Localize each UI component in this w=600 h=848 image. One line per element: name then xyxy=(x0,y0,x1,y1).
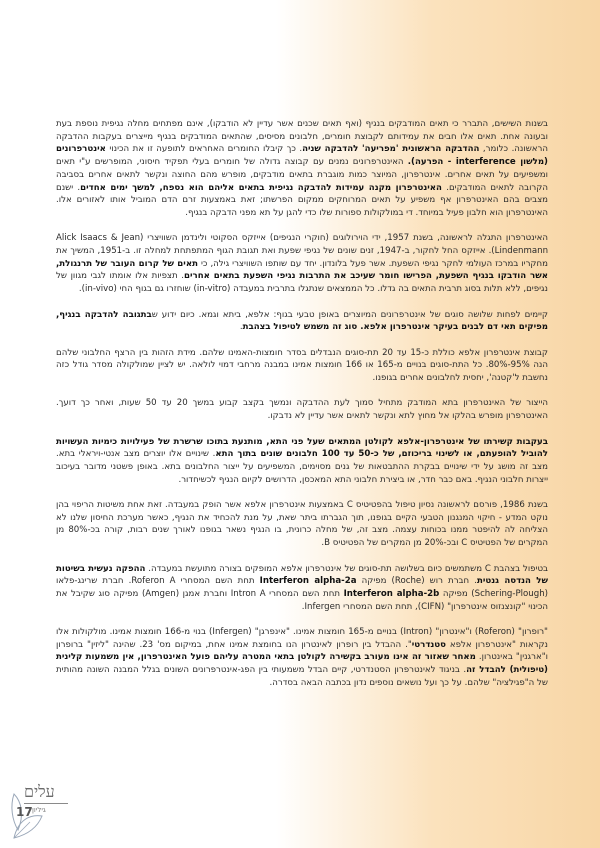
article-paragraph xyxy=(56,397,548,422)
body-text: "רופרון" (Roferon) ו"אינטרון" (Intron) בנויים מ-165 חומצות אמינו. "אינפרגן" (Infergen) בנוי מ-166 חומצות אמינו. מולקולות אלו נקראות "אינטרפרון אלפא xyxy=(56,627,548,650)
emphasis-text: ההפקה נעשית בשיטות של הנדסה גנטית xyxy=(56,563,548,587)
emphasis-text: בתגובה להדבקה בנגיף, מפיקים תאי דם לבנים בעיקר אינטרפרון אלפא. סוג זה משמש לטיפול בצהבת xyxy=(56,309,548,333)
article-paragraph xyxy=(56,309,548,334)
body-text: . בניגוד לאינטרפרון הסטנדרטי, קיים הבדל משמעותי בין הפג-אינטרפרונים השונים בגלל המבנה השונה מהותית של ה"פגילציה" שלהם. על כך ועל נושאים נוספים נדון בכתבה הבאה בסדרה. xyxy=(56,665,548,688)
article-paragraph xyxy=(56,347,548,385)
emphasis-text: Interferon alpha-2a xyxy=(259,576,357,587)
emphasis-text: ההדבקה הראשונית 'מפריעה' להדבקה שניה xyxy=(302,144,480,155)
body-text: . ישנם מצבים בהם האינטרפרון אף משפיע על תאים המרוחקים ממקום הפרשתו; זאת באמצעות זרם הדם המוביל אותו לאזורים אלו. האינטרפרון הוא חלבון פעיל במיוחד. די במולקולות ספורות שלו כדי להגן על תא מפני הדבקה בנגיף. xyxy=(56,182,548,218)
article-paragraph xyxy=(56,436,548,487)
body-text: בשנת 1986, פורסם לראשונה נסיון טיפול בהפטיטיס C באמצעות אינטרפרון אלפא אשר הופק במעבדה. זאת אחת משיטות הריפוי בהן נוקט המדע - חיקוי המנגנון הטבעי הקיים בגופנו, תוך הגברתו ביתר שאת, על מנת להכחיד את הנגיף, כאשר מערכת החיסון שלנו לא הצליחה לה להיפטר ממנו בכוחות עצמה. מצב זה, של מחלה כרונית, בו הנגיף נשאר בגופנו לאורך שנים רבות, קורה בכ-80% מן המקרים של הפטיטיס C ובכ-20% מן המקרים של הפטיטיס B. xyxy=(56,500,548,549)
emphasis-text: תאים של קרום העובר של תרנגולת, אשר הודבקו בנגיף השפעת, הפרישו חומר שעיכב את התרבות נגיפי השפעת בתאים אחרים xyxy=(56,258,548,282)
body-text: . תצפיות אלו אומתו לגבי מגוון של נגיפים, ללא תלות בסוג תרבית התאים בה גדלו. כל הממצאים שנתגלו בתרבית במעבדה (in-vitro) שוחזרו גם בגוף החי (in-vivo). xyxy=(56,271,548,295)
page-number: 17 xyxy=(16,805,33,819)
emphasis-text: מאחר שאזור זה אינו מעורב בקשירה לקולטן בתאי המטרה עליהם פועל האינטרפרון, אין משמעות קלינית (טיפולית) להבדל זה xyxy=(56,652,548,676)
emphasis-text: האינטרפרון מקנה עמידות להדבקה נגיפית בתאים אליהם הוא נספח, למשך ימים אחדים xyxy=(80,182,442,193)
body-text: בטיפול בצהבת C משתמשים כיום בשלושה תת-סוגים של אינטרפרון אלפא המופקים בצורה מתועשת במעבדה. xyxy=(145,563,548,574)
body-text: הייצור של האינטרפרון בתא המודבק מתחיל סמוך לעת ההדבקה ונמשך בקצב קבוע במשך 20 עד 50 שעות, ואחר כך דועך. האינטרפרון מופרש בהלקו אל מחוץ לתא ונקשר לתאים אשר עדיין לא נדבקו. xyxy=(56,398,548,422)
body-text: ". ההבדל בין רופרון לאינטרון הנו בחומצת אמינו אחת, במיקום מס' 23. שהינה "ליזין" ברופרון ו"ארגנין" באינטרון. xyxy=(56,639,548,663)
brand-title: עלים xyxy=(24,782,55,801)
article-paragraph xyxy=(56,499,548,550)
emphasis-text: בעקבות קשירתו של אינטרפרון-אלפא לקולטן המתאים שעל פני התא, מותנעת בתוכו שרשרת של פעילויות כימיות העשויות להוביל להופעתם, או לשינוי בריכוזם, של כ-50 עד 100 חלבונים שונים בתוך התא xyxy=(56,436,548,460)
body-text: בשנות השישים, התברר כי תאים המודבקים בנגיף (ואף תאים שכנים אשר עדיין לא הודבקו), אינם מפתחים מחלה נגיפית נוספת בעת ובעונה אחת. תאים אלו חבים את עמידותם לקבוצת חומרים, חלבונים מסיסים, שהתאים המודבקים בנגיף מייצרים בעקבות ההדבקה הראשונה. כלומר, xyxy=(56,119,548,155)
body-text: תחת השם המסחרי Intron A וחברת אמגן (Amgen) מפיקה סוג שקיבל את הכינוי "קונצנזוס אינטרפרון" (CIFN), תחת השם המסחרי Infergen. xyxy=(56,588,548,612)
body-text: האינטרפרון התגלה לראשונה, בשנת 1957, ידי הוירולוגים (חוקרי הנגיפים) אייזקס הסקוטי ולינדמן השוויצרי (Alick Isaacs & Jean Lindenmann). אייזקס החל לחקור, ב-1947, זנים שונים של נגיפי שפעת ואת תגובת הגוף המתפתחת למחלה זו. ב-1951, המשיך את מחקריו במרכז העולמי לחקר נגיפי השפעת. אשר פעל בלונדון. יחד עם שותפו השוויצרי גילה, כי xyxy=(56,233,549,269)
brand-divider xyxy=(24,803,68,804)
body-text: האינטרפרונים נמנים עם קבוצה גדולה של חומרים בעלי תפקיד חיסוני, המופרשים ע"י תאים ומשפיעים על תאים אחרים. אינטרפרון, המיוצר כמות מוגברת בתאים מודבקים, מופרש מהם החוצה ונקשר לתאים אחרים בסביבה הקרובה לתאים המודבקים. xyxy=(56,157,548,193)
article-paragraph xyxy=(56,118,548,220)
emphasis-text: אינטרפרונים (מלשון interference - הפרעה). xyxy=(56,144,548,168)
article-paragraph xyxy=(56,232,548,296)
emphasis-text: סטנדרטי xyxy=(411,639,446,650)
body-text: קבוצת אינטרפרון אלפא כוללת כ-15 עד 20 תת-סוגים הנבדלים בסדר חומצות-האמינו שלהם. מידת הזהות בין הרצף החלבוני שלהם הנה 95%-80%. כל התת-סוגים בנויים מ-165 או 166 חומצות אמינו במבנה מרחבי דמוי לולאה. יש לציין שמולקולה מסדר גודל כזה נחשבת ל'קטנה', יחסית לחלבונים אחרים בגופנו. xyxy=(56,347,548,384)
article-paragraph xyxy=(56,626,548,690)
body-text: . כך קיבלו החומרים האחראים לתופעה זו את הכינוי xyxy=(105,144,303,155)
body-text: . חברת רוש (Roche) מפיקה xyxy=(356,576,477,587)
article-paragraph xyxy=(56,563,548,614)
issue-label: גיליון xyxy=(32,806,46,814)
article-body xyxy=(56,118,548,702)
emphasis-text: Interferon alpha-2b xyxy=(343,588,440,599)
body-text: תחת השם המסחרי Roferon A. חברת שרינג-פלאו (Schering-Plough) מפיקה xyxy=(56,576,548,599)
footer-brand xyxy=(8,780,72,842)
body-text: . שינויים אלו יוצרים מצב אנטי-ויראלי בתא. מצב זה מושג על ידי שינויים בבקרת ההתבטאות של גנים מסוימים, המשפיעים על ייצור החלבונים בתא. באופן פשטני מדובר בעיכוב ייצרות חלבוני הנגיף. באם כבר חדר, או ביצירת חלבוני התא המאכסן, הדרושים לקיום הנגיף לכשיחדור. xyxy=(56,449,548,485)
body-text: . xyxy=(239,322,243,333)
body-text: קיימים לפחות שלושה סוגים של אינטרפרונים המיוצרים באופן טבעי בגוף: אלפא, ביתא וגמא. כיום ידוע ש xyxy=(151,309,548,320)
